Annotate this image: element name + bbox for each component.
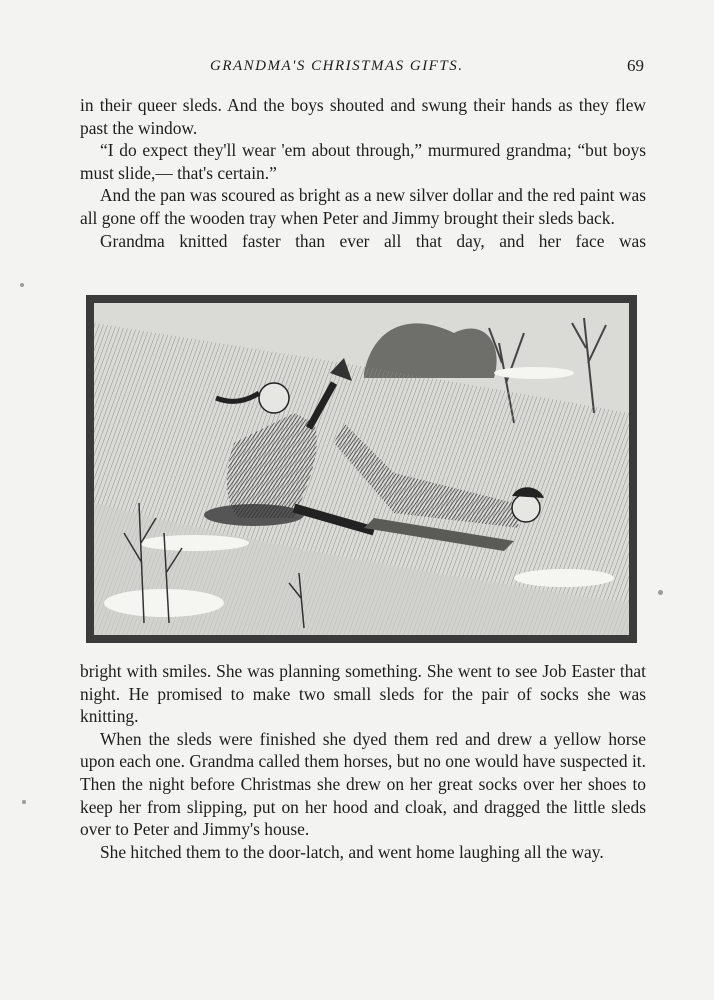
- illustration-drawing: [94, 303, 629, 635]
- paragraph: When the sleds were finished she dyed them red and drew a yellow horse upon each one. Grandma called them horses, but no one would have suspected it. Then the night before Christmas she drew on her great socks over her shoes to keep her from slipping, put on her hood and cloak, and dragged the little sleds over to Peter and Jimmy's house.: [80, 728, 646, 840]
- paper-speck: [658, 590, 663, 595]
- paragraph: And the pan was scoured as bright as a new silver dollar and the red paint was all gone off the wooden tray when Peter and Jimmy brought their sleds back.: [80, 185, 646, 228]
- paper-speck: [20, 283, 24, 287]
- page-number: 69: [627, 56, 644, 75]
- page-header: [80, 56, 646, 80]
- paragraph: She hitched them to the door-latch, and went home laughing all the way.: [100, 841, 604, 862]
- paragraph: in their queer sleds. And the boys shouted and swung their hands as they flew past the window.: [80, 95, 646, 138]
- text-block-top: [80, 94, 646, 252]
- paragraph: Grandma knitted faster than ever all that day, and her face was: [100, 230, 646, 251]
- paragraph: “I do expect they'll wear 'em about through,” murmured grandma; “but boys must slide,— that's certain.”: [80, 140, 646, 183]
- sledding-illustration: [86, 295, 637, 643]
- text-block-bottom: [80, 660, 646, 863]
- paper-speck: [22, 800, 26, 804]
- running-head: GRANDMA'S CHRISTMAS GIFTS.: [210, 58, 464, 74]
- paragraph: bright with smiles. She was planning something. She went to see Job Easter that night. He promised to make two small sleds for the pair of socks she was knitting.: [80, 661, 646, 727]
